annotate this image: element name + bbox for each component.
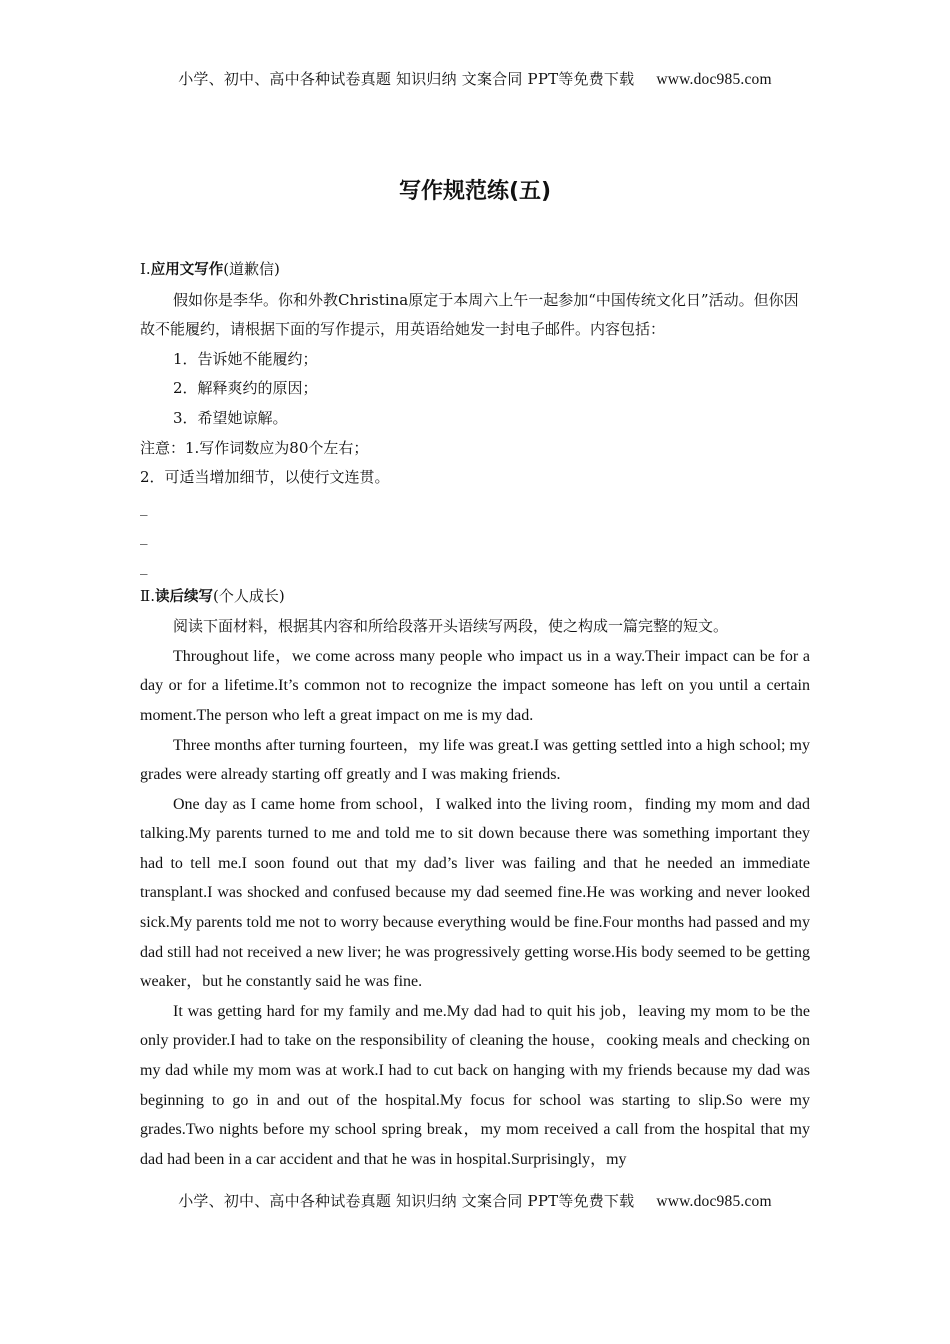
section1-type: (道歉信) (223, 260, 280, 278)
page-header (0, 68, 950, 89)
header-text: 小学、初中、高中各种试卷真题 知识归纳 文案合同 PPT等免费下载 (178, 70, 635, 88)
page-footer (0, 1190, 950, 1211)
section1-item: 1．告诉她不能履约； (173, 349, 318, 368)
section1-intro: 假如你是李华。你和外教Christina原定于本周六上午一起参加“中国传统文化日”活动。但你因故不能履约，请根据下面的写作提示，用英语给她发一封电子邮件。内容包括： (140, 290, 799, 339)
section1-item: 2．解释爽约的原因； (173, 379, 318, 398)
document-body (140, 255, 810, 1174)
header-site[interactable]: www.doc985.com (656, 71, 772, 88)
section1-item: 3．希望她谅解。 (173, 408, 288, 427)
section1-name: 应用文写作 (150, 262, 224, 278)
section1-note: 2．可适当增加细节，以使行文连贯。 (140, 468, 390, 487)
section2-type: (个人成长) (212, 586, 285, 605)
section2-intro: 阅读下面材料，根据其内容和所给段落开头语续写两段，使之构成一篇完整的短文。 (173, 617, 729, 636)
section2-numeral: Ⅱ. (140, 586, 155, 605)
section1-heading (140, 255, 810, 286)
section1-numeral: Ⅰ. (140, 260, 151, 278)
answer-blank-line: _ (140, 497, 148, 516)
reading-paragraph: It was getting hard for my family and me.My dad had to quit his job，leaving my mom to be the only provider.I had to take on the responsibility of cleaning the house，cooking meals and checking on my dad while my mom was at work.I had to cut back on hanging with my friends because my dad was beginning to go in and out of the hospital.My focus for school was starting to slip.So were my grades.Two nights before my school spring break，my mom received a call from the hospital that my dad had been in a car accident and that he was in hospital.Surprisingly，my (140, 1002, 810, 1168)
reading-paragraph: Throughout life，we come across many people who impact us in a way.Their impact can be for a day or for a lifetime.It’s common not to recognize the impact someone has left on you until a certain moment.The person who left a great impact on me is my dad. (140, 647, 810, 724)
footer-site[interactable]: www.doc985.com (656, 1193, 772, 1210)
page-title: 写作规范练(五) (398, 179, 552, 204)
answer-blank-line: _ (140, 556, 148, 575)
footer-text: 小学、初中、高中各种试卷真题 知识归纳 文案合同 PPT等免费下载 (178, 1192, 635, 1210)
answer-blank-line: _ (140, 527, 148, 546)
reading-paragraph: One day as I came home from school，I walked into the living room，finding my mom and dad talking.My parents turned to me and told me to sit down because there was something important they had to tell me.I soon found out that my dad’s liver was failing and that he needed an immediate transplant.I was shocked and confused because my dad seemed fine.He was working and never looked sick.My parents told me not to worry because everything would be fine.Four months had passed and my dad still had not received a new liver; he was progressively getting worse.His body seemed to be getting weaker，but he constantly said he was fine. (140, 795, 810, 991)
section2-heading (140, 582, 810, 613)
section1-note: 注意：1.写作词数应为80个左右； (140, 438, 369, 457)
section2-name: 读后续写 (154, 588, 213, 605)
reading-paragraph: Three months after turning fourteen，my life was great.I was getting settled into a high school; my grades were already starting off greatly and I was making friends. (140, 736, 810, 784)
